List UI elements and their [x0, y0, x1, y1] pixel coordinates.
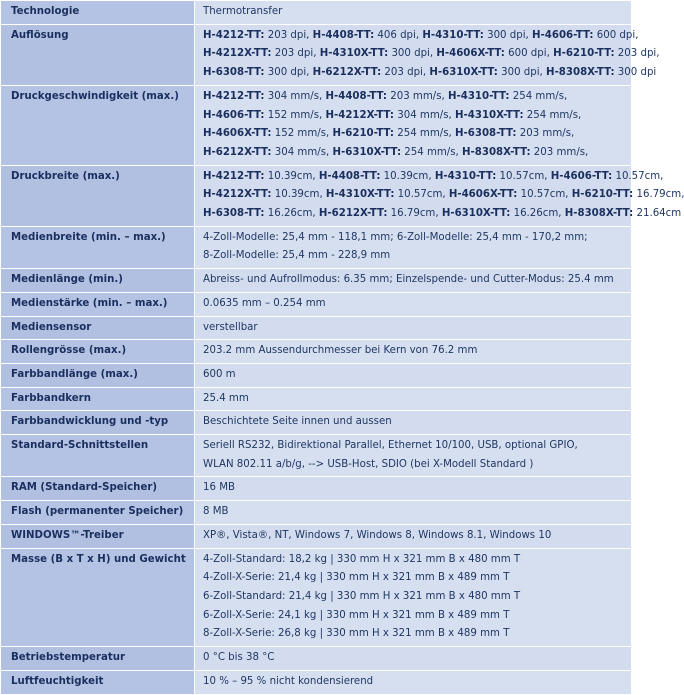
spec-value-line [203, 295, 631, 314]
spec-text: 0 °C bis 38 °C [203, 652, 275, 664]
spec-text: 203 mm/s, [516, 128, 575, 140]
spec-text: 300 dpi [614, 67, 657, 79]
model-name: H-4212-TT: [203, 29, 265, 41]
spec-label: Betriebstemperatur [1, 647, 195, 671]
model-name: H-4606-TT: [203, 109, 265, 121]
model-name: H-6210-TT: [553, 48, 615, 60]
spec-text: 10.39cm, [380, 170, 435, 182]
spec-value-line [203, 229, 631, 248]
spec-value-line [203, 390, 631, 409]
spec-row [1, 24, 632, 85]
spec-text: 8 MB [203, 506, 229, 518]
model-name: H-4606-TT: [532, 29, 594, 41]
model-name: H-6310X-TT: [332, 146, 402, 158]
model-name: H-8308X-TT: [546, 67, 615, 79]
spec-text: 254 mm/s, [523, 109, 582, 121]
spec-text: 0.0635 mm – 0.254 mm [203, 297, 326, 309]
spec-value [195, 548, 632, 647]
spec-value [195, 340, 632, 364]
spec-value [195, 292, 632, 316]
spec-row [1, 316, 632, 340]
spec-text: 203.2 mm Aussendurchmesser bei Kern von 76.2 mm [203, 345, 478, 357]
model-name: H-6308-TT: [455, 128, 517, 140]
spec-value-line [203, 205, 682, 224]
model-name: H-4212X-TT: [203, 189, 272, 201]
spec-value-line [203, 64, 657, 83]
model-name: H-4212X-TT: [325, 109, 395, 121]
model-name: H-4606X-TT: [203, 128, 272, 140]
spec-value [195, 647, 632, 671]
spec-row [1, 501, 632, 525]
spec-value [195, 387, 632, 411]
spec-value [195, 524, 632, 548]
spec-label: Masse (B x T x H) und Gewicht [1, 548, 195, 647]
spec-label: Medienbreite (min. – max.) [1, 226, 195, 268]
spec-row [1, 670, 632, 694]
model-name: H-6308-TT: [203, 208, 265, 220]
spec-row [1, 165, 632, 226]
model-name: H-6310X-TT: [441, 208, 511, 220]
spec-text: 8-Zoll-Modelle: 25,4 mm - 228,9 mm [203, 250, 391, 262]
spec-text: 8-Zoll-X-Serie: 26,8 kg | 330 mm H x 321 mm B x 489 mm T [203, 628, 510, 640]
spec-value-line [203, 27, 639, 46]
spec-text: 10.39cm, [264, 170, 319, 182]
spec-value-line [203, 168, 664, 187]
spec-text: 152 mm/s, [264, 109, 326, 121]
spec-text: 203 mm/s, [387, 90, 448, 102]
spec-text: 600 m [203, 368, 236, 380]
spec-label: Luftfeuchtigkeit [1, 670, 195, 694]
model-name: H-8308X-TT: [462, 146, 531, 158]
model-name: H-4310X-TT: [455, 109, 524, 121]
spec-label: Medienlänge (min.) [1, 269, 195, 293]
spec-text: 16.79cm, [387, 208, 442, 220]
spec-label: Farbbandkern [1, 387, 195, 411]
spec-text: Seriell RS232, Bidirektional Parallel, Ethernet 10/100, USB, optional GPIO, [203, 440, 578, 452]
spec-text: 304 mm/s, [271, 146, 333, 158]
spec-value-line [203, 247, 631, 266]
spec-label: Technologie [1, 1, 195, 25]
model-name: H-4408-TT: [312, 29, 375, 41]
model-name: H-6310X-TT: [429, 67, 498, 79]
spec-text: 203 dpi, [264, 29, 313, 41]
spec-value [195, 85, 632, 165]
spec-label: Druckgeschwindigkeit (max.) [1, 85, 195, 165]
model-name: H-4310X-TT: [325, 189, 395, 201]
spec-text: XP®, Vista®, NT, Windows 7, Windows 8, Windows 8.1, Windows 10 [203, 529, 552, 541]
spec-text: 16 MB [203, 482, 235, 494]
spec-value-line [203, 144, 631, 163]
spec-text: 300 dpi, [497, 67, 547, 79]
model-name: H-4606X-TT: [436, 48, 505, 60]
spec-row [1, 524, 632, 548]
spec-text: WLAN 802.11 a/b/g, --> USB-Host, SDIO (bei X-Modell Standard ) [203, 458, 534, 470]
model-name: H-6212X-TT: [203, 146, 272, 158]
model-name: H-4212X-TT: [203, 48, 272, 60]
spec-text: 152 mm/s, [271, 128, 333, 140]
spec-text: 10 % – 95 % nicht kondensierend [203, 675, 374, 687]
spec-value-line [203, 366, 631, 385]
model-name: H-4212-TT: [203, 170, 265, 182]
spec-text: 304 mm/s, [264, 90, 326, 102]
spec-value-line [203, 319, 631, 338]
model-name: H-4310X-TT: [319, 48, 389, 60]
spec-label: RAM (Standard-Speicher) [1, 477, 195, 501]
spec-table-body [1, 1, 684, 695]
spec-text: 203 dpi, [614, 48, 660, 60]
spec-value-line [203, 437, 631, 456]
spec-label: Farbbandlänge (max.) [1, 363, 195, 387]
spec-value-line [203, 88, 631, 107]
spec-value-line [203, 186, 684, 205]
spec-value-line [203, 649, 631, 668]
model-name: H-6212X-TT: [312, 67, 382, 79]
model-name: H-4310-TT: [448, 90, 510, 102]
model-name: H-4310-TT: [422, 29, 484, 41]
spec-row [1, 387, 632, 411]
spec-value-line [203, 45, 660, 64]
spec-text: 16.26cm, [510, 208, 565, 220]
spec-row [1, 477, 632, 501]
spec-text: 4-Zoll-Modelle: 25,4 mm - 118,1 mm; 6-Zoll-Modelle: 25,4 mm - 170,2 mm; [203, 231, 588, 243]
spec-value-line [203, 503, 631, 522]
spec-value-line [203, 3, 631, 22]
spec-value [195, 435, 632, 477]
model-name: H-8308X-TT: [564, 208, 634, 220]
spec-row [1, 85, 632, 165]
spec-text: 203 dpi, [381, 67, 430, 79]
spec-value-line [203, 479, 631, 498]
spec-row [1, 269, 632, 293]
spec-row [1, 363, 632, 387]
spec-text: 406 dpi, [374, 29, 423, 41]
spec-text: 304 mm/s, [394, 109, 456, 121]
spec-text: 300 dpi, [388, 48, 437, 60]
spec-value-line [203, 107, 631, 126]
spec-value-line [203, 413, 631, 432]
spec-text: 10.39cm, [271, 189, 326, 201]
spec-value-line [203, 342, 631, 361]
spec-value-line [203, 588, 631, 607]
spec-text: 6-Zoll-X-Serie: 24,1 kg | 330 mm H x 321 mm B x 489 mm T [203, 609, 510, 621]
spec-text: Thermotransfer [203, 6, 283, 17]
model-name: H-4212-TT: [203, 90, 265, 102]
model-name: H-4606-TT: [550, 170, 613, 182]
spec-label: Mediensensor [1, 316, 195, 340]
spec-value-line [203, 607, 631, 626]
spec-text: 10.57cm, [517, 189, 572, 201]
spec-label: Rollengrösse (max.) [1, 340, 195, 364]
spec-value [195, 477, 632, 501]
spec-text: 4-Zoll-Standard: 18,2 kg | 330 mm H x 321 mm B x 480 mm T [203, 553, 521, 565]
model-name: H-6212X-TT: [318, 208, 388, 220]
model-name: H-6308-TT: [203, 67, 265, 79]
spec-text: 25.4 mm [203, 392, 249, 404]
spec-value-line [203, 673, 631, 692]
spec-text: Abreiss- und Aufrollmodus: 6.35 mm; Einzelspende- und Cutter-Modus: 25.4 mm [203, 274, 614, 286]
spec-value-line [203, 271, 631, 290]
spec-value [195, 226, 632, 268]
spec-text: 254 mm/s, [394, 128, 456, 140]
spec-value [195, 269, 632, 293]
spec-row [1, 292, 632, 316]
spec-text: 254 mm/s, [401, 146, 463, 158]
model-name: H-4606X-TT: [448, 189, 518, 201]
spec-text: 10.57cm, [394, 189, 449, 201]
spec-row [1, 548, 632, 647]
spec-text: 203 dpi, [271, 48, 320, 60]
spec-label: Auflösung [1, 24, 195, 85]
spec-text: 300 dpi, [264, 67, 313, 79]
spec-row [1, 226, 632, 268]
spec-label: WINDOWS™-Treiber [1, 524, 195, 548]
spec-label: Flash (permanenter Speicher) [1, 501, 195, 525]
model-name: H-4408-TT: [318, 170, 381, 182]
spec-row [1, 340, 632, 364]
spec-value [195, 316, 632, 340]
model-name: H-4310-TT: [434, 170, 497, 182]
spec-text: 300 dpi, [483, 29, 533, 41]
spec-row [1, 435, 632, 477]
spec-text: 6-Zoll-Standard: 21,4 kg | 330 mm H x 321 mm B x 480 mm T [203, 590, 521, 602]
spec-row [1, 411, 632, 435]
spec-text: 21.64cm [633, 208, 682, 220]
spec-text: Beschichtete Seite innen und aussen [203, 416, 392, 428]
spec-value-line [203, 527, 631, 546]
spec-label: Medienstärke (min. – max.) [1, 292, 195, 316]
spec-value [195, 1, 632, 25]
spec-text: 10.57cm, [612, 170, 664, 182]
spec-text: verstellbar [203, 321, 258, 333]
spec-text: 16.79cm, [633, 189, 684, 201]
spec-row [1, 1, 632, 25]
spec-value [195, 670, 632, 694]
spec-value-line [203, 456, 631, 475]
spec-text: 10.57cm, [496, 170, 551, 182]
spec-label: Standard-Schnittstellen [1, 435, 195, 477]
spec-value [195, 24, 660, 85]
model-name: H-6210-TT: [332, 128, 395, 140]
spec-value [195, 363, 632, 387]
spec-label: Druckbreite (max.) [1, 165, 195, 226]
spec-value [195, 501, 632, 525]
spec-text: 600 dpi, [593, 29, 639, 41]
spec-text: 16.26cm, [264, 208, 319, 220]
spec-value [195, 165, 684, 226]
spec-text: 4-Zoll-X-Serie: 21,4 kg | 330 mm H x 321 mm B x 489 mm T [203, 572, 510, 584]
model-name: H-4408-TT: [325, 90, 387, 102]
spec-text: 600 dpi, [504, 48, 554, 60]
spec-value-line [203, 125, 631, 144]
spec-row [1, 647, 632, 671]
spec-value-line [203, 625, 631, 644]
spec-value-line [203, 551, 631, 570]
model-name: H-6210-TT: [571, 189, 634, 201]
spec-text: 254 mm/s, [509, 90, 568, 102]
spec-value [195, 411, 632, 435]
spec-text: 203 mm/s, [530, 146, 589, 158]
spec-value-line [203, 569, 631, 588]
spec-label: Farbbandwicklung und -typ [1, 411, 195, 435]
